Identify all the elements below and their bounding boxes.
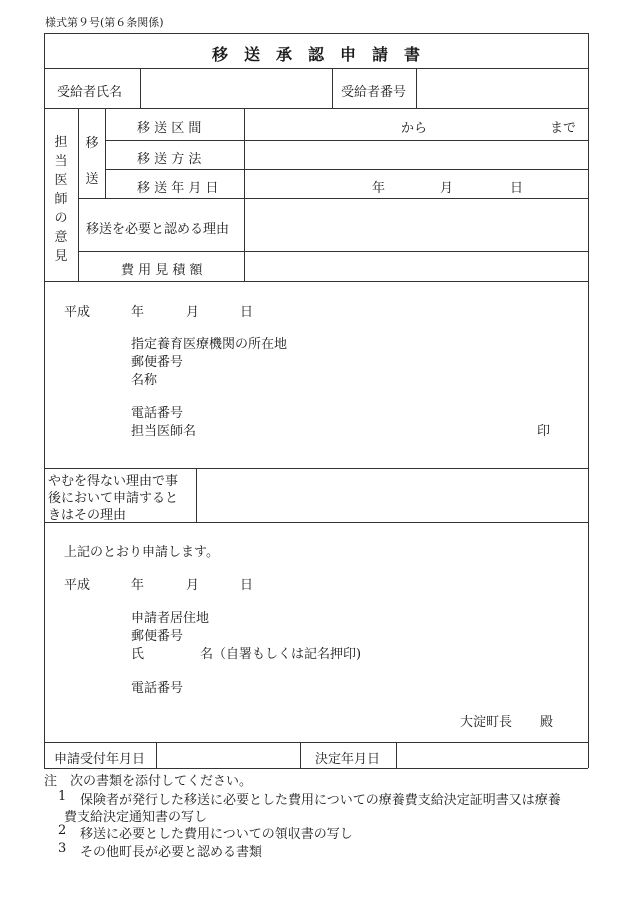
application-month: 月	[186, 578, 200, 593]
late-reason-line1: やむを得ない理由で事	[48, 474, 179, 489]
addressee-honorific: 殿	[540, 715, 554, 730]
note-number: 1	[58, 789, 67, 804]
method-label: 移 送 方 法	[137, 152, 202, 167]
date-year-label: 年	[372, 181, 386, 196]
note-text: その他町長が必要と認める書類	[80, 845, 263, 860]
date-field[interactable]	[246, 171, 586, 196]
institution-month: 月	[186, 305, 200, 320]
note-number: 3	[58, 841, 67, 856]
row-line-section	[105, 140, 588, 141]
col-line-transport	[105, 108, 106, 198]
date-label: 移 送 年 月 日	[137, 181, 219, 196]
col-line-late-reason	[196, 468, 197, 522]
decision-date-field[interactable]	[398, 744, 586, 766]
addressee-label: 大淀町長	[460, 715, 513, 730]
recipient-name-label: 受給者氏名	[57, 85, 123, 100]
institution-day: 日	[240, 305, 254, 320]
row-line-reason	[78, 251, 588, 252]
institution-postal-label: 郵便番号	[131, 355, 184, 370]
late-reason-line3: きはその理由	[48, 508, 127, 523]
transport-side-label: 移送	[85, 136, 99, 187]
row-line-method	[105, 169, 588, 170]
col-line-decision-start	[300, 742, 301, 768]
recipient-number-field[interactable]	[417, 70, 587, 107]
institution-phone-label: 電話番号	[131, 406, 184, 421]
section-from-field[interactable]	[246, 110, 396, 138]
form-label: 様式第９号(第６条関係)	[45, 16, 164, 29]
institution-name-label: 名称	[131, 373, 158, 388]
reason-label: 移送を必要と認める理由	[86, 222, 230, 237]
recipient-number-label: 受給者番号	[341, 85, 407, 100]
date-month-label: 月	[440, 181, 454, 196]
col-line-opinion-labels	[244, 108, 245, 281]
decision-date-label: 決定年月日	[315, 752, 381, 767]
cost-field[interactable]	[246, 253, 586, 279]
note-text: 移送に必要とした費用についての領収書の写し	[80, 827, 353, 842]
table-top-border	[44, 33, 588, 34]
method-field[interactable]	[246, 142, 586, 167]
reason-field[interactable]	[246, 200, 586, 249]
date-day-label: 日	[510, 181, 524, 196]
note-text: 保険者が発行した移送に必要とした費用についての療養費支給決定証明書又は療養	[80, 793, 561, 808]
col-line-side-label	[78, 108, 79, 281]
cost-label: 費 用 見 積 額	[121, 263, 203, 278]
late-reason-field[interactable]	[198, 470, 586, 520]
application-statement: 上記のとおり申請します。	[64, 545, 219, 560]
received-date-field[interactable]	[158, 744, 298, 766]
col-line-decision-label	[396, 742, 397, 768]
application-era: 平成	[64, 578, 91, 593]
doctor-opinion-side-label: 担当医師の意見	[54, 135, 68, 264]
section-from-label: から	[401, 121, 428, 136]
institution-year: 年	[131, 305, 145, 320]
section-label: 移 送 区 間	[137, 121, 202, 136]
note-number: 2	[58, 823, 67, 838]
application-year: 年	[131, 578, 145, 593]
institution-era: 平成	[64, 305, 91, 320]
received-date-label: 申請受付年月日	[54, 752, 146, 767]
table-bottom-border	[44, 768, 588, 769]
recipient-name-field[interactable]	[141, 70, 331, 107]
table-left-border	[44, 33, 45, 768]
note-text-continued: 費支給決定通知書の写し	[64, 810, 208, 825]
row-line-institution	[44, 468, 588, 469]
form-title: 移送承認申請書	[211, 45, 436, 64]
late-reason-line2: 後において申請すると	[48, 491, 179, 506]
applicant-phone-label: 電話番号	[131, 681, 184, 696]
col-line-number-start	[332, 68, 333, 108]
row-line-title	[44, 68, 588, 69]
notes-heading: 注 次の書類を添付してください。	[44, 774, 253, 789]
institution-seal-label: 印	[537, 424, 551, 439]
institution-address-label: 指定養育医療機関の所在地	[131, 337, 288, 352]
section-to-field[interactable]	[432, 110, 544, 138]
row-line-cost	[44, 281, 588, 282]
row-line-recipient	[44, 108, 588, 109]
applicant-address-label: 申請者居住地	[131, 611, 210, 626]
section-to-label: まで	[550, 121, 577, 136]
row-line-application	[44, 742, 588, 743]
application-day: 日	[240, 578, 254, 593]
table-right-border	[588, 33, 589, 768]
row-line-date	[78, 198, 588, 199]
applicant-name-label-2: 名（自署もしくは記名押印)	[200, 647, 362, 662]
applicant-name-label-1: 氏	[131, 647, 145, 662]
col-line-received	[156, 742, 157, 768]
applicant-postal-label: 郵便番号	[131, 629, 184, 644]
institution-doctor-label: 担当医師名	[131, 424, 197, 439]
